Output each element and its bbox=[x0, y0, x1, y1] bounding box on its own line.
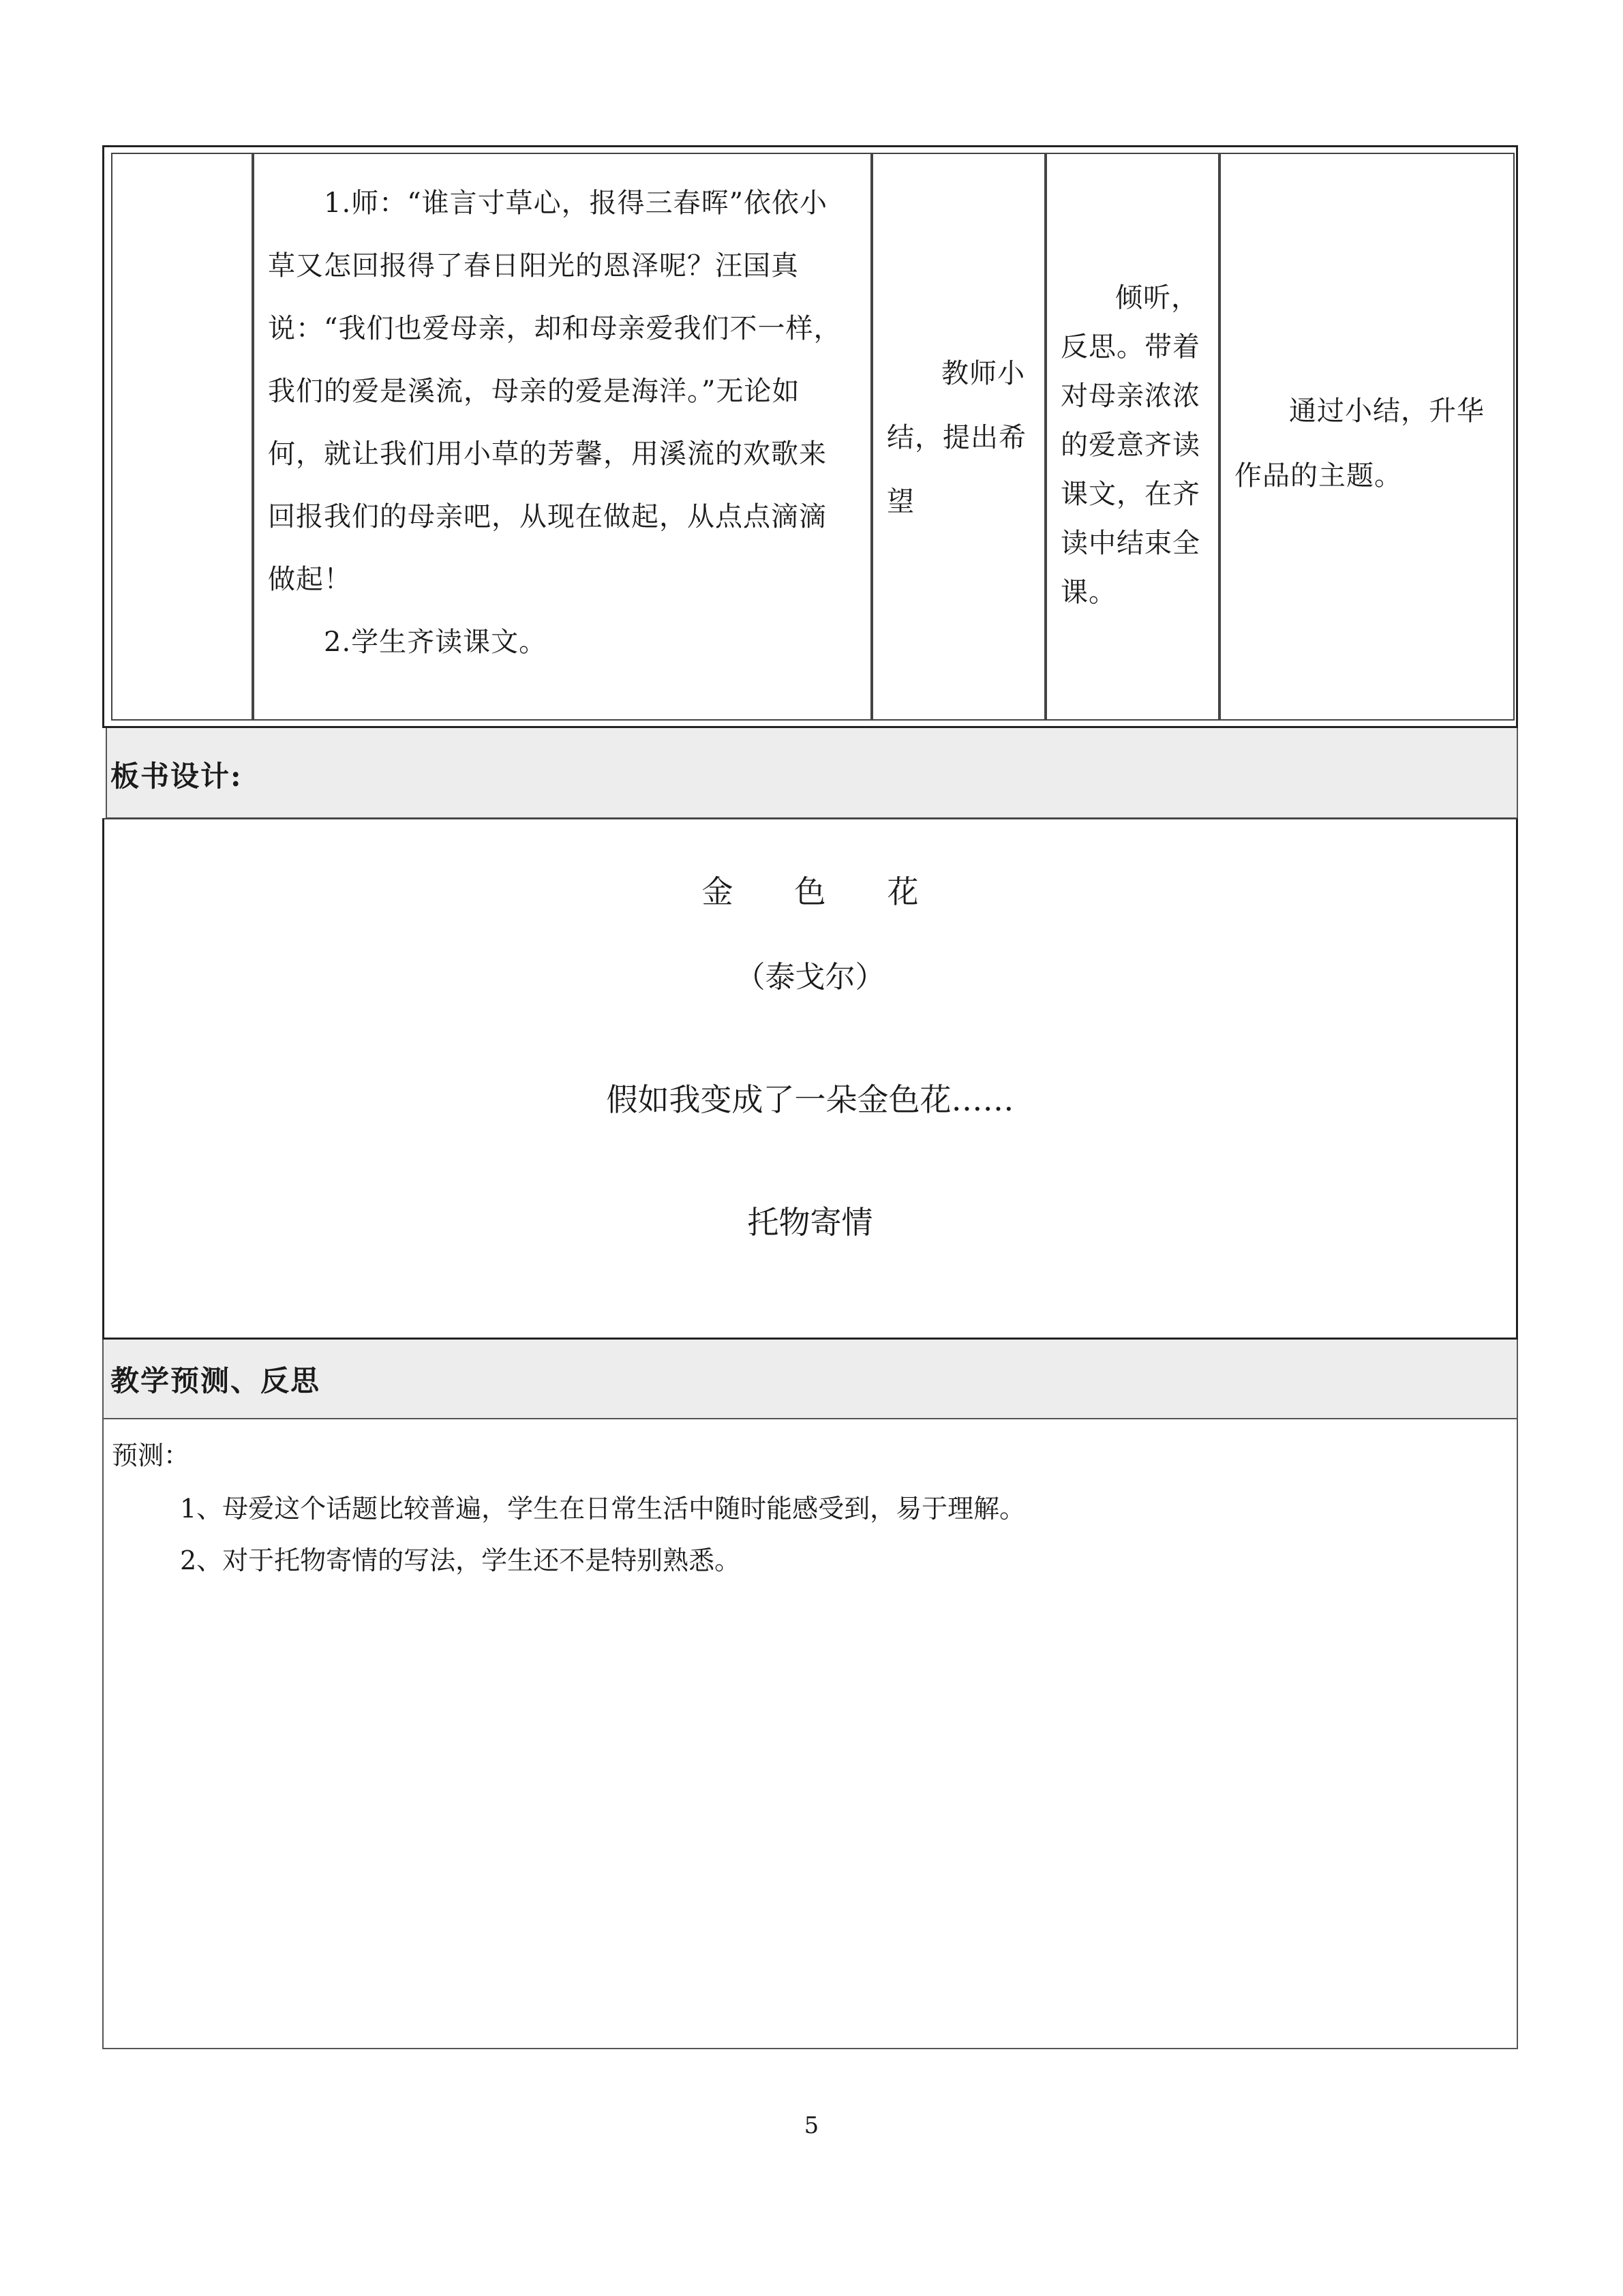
stage-cell bbox=[111, 153, 253, 721]
teacher-activity-cell bbox=[872, 153, 1046, 721]
design-intent-text: 通过小结，升华作品的主题。 bbox=[1234, 395, 1485, 492]
reflection-body bbox=[102, 1418, 1518, 2049]
board-author: （泰戈尔） bbox=[735, 960, 885, 995]
reflection-heading: 教学预测、反思 bbox=[110, 1364, 321, 1398]
content-paragraph-2: 2.学生齐读课文。 bbox=[324, 626, 547, 658]
prediction-item-1: 1、母爱这个话题比较普遍，学生在日常生活中随时能感受到，易于理解。 bbox=[180, 1494, 1026, 1524]
prediction-item-2: 2、对于托物寄情的写法，学生还不是特别熟悉。 bbox=[180, 1545, 741, 1575]
board-line-2: 托物寄情 bbox=[747, 1204, 873, 1241]
content-paragraph-1: 1.师：“谁言寸草心，报得三春晖”依依小草又怎回报得了春日阳光的恩泽呢？汪国真说：“我们也爱母亲，却和母亲爱我们不一样，我们的爱是溪流，母亲的爱是海洋。”无论如何，就让我们用小草的芳馨，用溪流的欢歌来回报我们的母亲吧，从现在做起，从点点滴滴做起！ bbox=[268, 187, 842, 595]
reflection-header bbox=[102, 1340, 1518, 1418]
design-intent-cell bbox=[1219, 153, 1515, 721]
board-design-header bbox=[106, 728, 1518, 819]
student-activity-cell bbox=[1046, 153, 1219, 721]
prediction-label: 预测： bbox=[112, 1440, 190, 1470]
teacher-activity-text: 教师小结，提出希望 bbox=[887, 358, 1027, 517]
page-number: 5 bbox=[804, 2112, 819, 2139]
content-text bbox=[268, 172, 854, 674]
board-design-body bbox=[102, 818, 1518, 1340]
board-line-1: 假如我变成了一朵金色花…… bbox=[606, 1081, 1014, 1118]
board-title: 金色花 bbox=[701, 873, 980, 910]
board-design-heading: 板书设计: bbox=[110, 759, 243, 793]
content-cell bbox=[253, 153, 872, 721]
lesson-table bbox=[102, 145, 1518, 728]
student-activity-text: 倾听，反思。带着对母亲浓浓的爱意齐读课文，在齐读中结束全课。 bbox=[1061, 282, 1200, 608]
